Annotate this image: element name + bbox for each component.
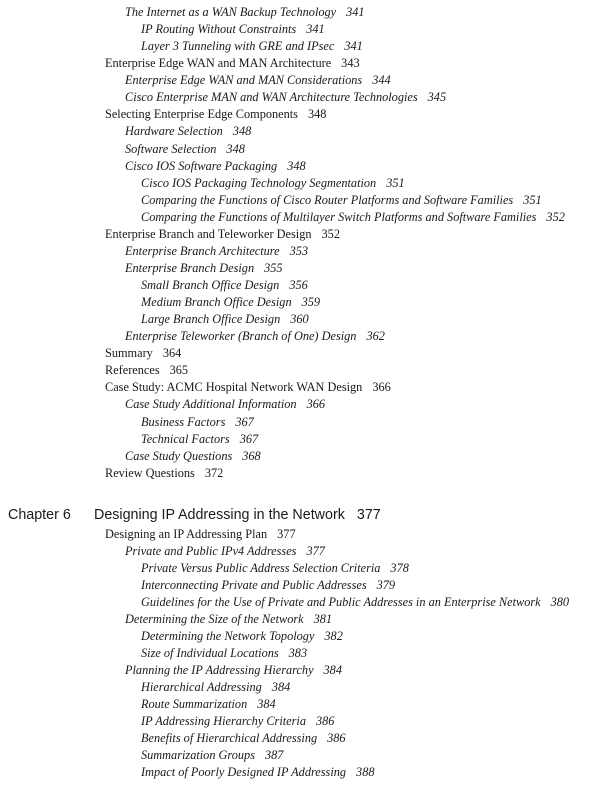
toc-entry-title: Summarization Groups: [141, 748, 255, 763]
toc-entry: [0, 294, 600, 311]
toc-entry-page: 351: [386, 175, 405, 190]
toc-entry: [0, 277, 600, 294]
toc-entry: [0, 106, 600, 123]
toc-entry-page: 386: [327, 731, 346, 746]
toc-entry-page: 351: [523, 192, 542, 207]
toc-entry-title: Review Questions: [105, 465, 195, 480]
toc-entry-title: Impact of Poorly Designed IP Addressing: [141, 765, 347, 780]
toc-entry: [0, 345, 600, 362]
toc-entry-page: 366: [306, 397, 326, 412]
toc-entry-page: 341: [306, 22, 325, 37]
toc-entry-title: Determining the Size of the Network: [125, 611, 304, 626]
toc-entry-title: Case Study Questions: [125, 448, 233, 463]
toc-entry-title: Summary: [105, 346, 153, 361]
toc-entry-page: 343: [341, 56, 360, 71]
toc-entry-title: Route Summarization: [141, 697, 248, 712]
toc-entry-title: Enterprise Edge WAN and MAN Considerations: [125, 73, 363, 88]
chapter-heading: [8, 506, 381, 524]
toc-entry-page: 362: [366, 329, 385, 344]
toc-entry-title: Technical Factors: [141, 431, 230, 446]
toc-entry-page: 360: [290, 312, 309, 327]
chapter-page: 377: [356, 507, 381, 523]
toc-entry-page: 367: [235, 414, 254, 429]
toc-entry-page: 384: [271, 680, 291, 695]
toc-entry: [0, 628, 600, 645]
toc-entry: [0, 38, 600, 55]
toc-entry-page: 345: [427, 90, 447, 105]
toc-entry: [0, 123, 600, 140]
toc-entry-title: Determining the Network Topology: [141, 628, 315, 643]
toc-entry: [0, 696, 600, 713]
toc-entry-page: 352: [546, 209, 565, 224]
toc-entry: [0, 4, 600, 21]
toc-entry: [0, 260, 600, 277]
toc-entry-title: Large Branch Office Design: [141, 312, 281, 327]
toc-entry-page: 367: [239, 431, 259, 446]
toc-entry-title: Enterprise Branch and Teleworker Design: [105, 226, 312, 241]
toc-entry: [0, 89, 600, 106]
chapter-title: Designing IP Addressing in the Network: [94, 507, 345, 523]
toc-entry-title: IP Addressing Hierarchy Criteria: [141, 714, 306, 729]
toc-entry-page: 387: [265, 748, 284, 763]
toc-entry-page: 384: [257, 697, 276, 712]
toc-entry-page: 348: [307, 107, 327, 122]
toc-entry: [0, 55, 600, 72]
toc-entry-title: Benefits of Hierarchical Addressing: [141, 731, 318, 746]
toc-entry: [0, 141, 600, 158]
toc-entry-page: 380: [550, 594, 570, 609]
chapter-label: Chapter 6: [8, 507, 71, 523]
toc-entry-title: Enterprise Edge WAN and MAN Architecture: [105, 56, 332, 71]
toc-entry-page: 384: [323, 663, 342, 677]
toc-entry-page: 377: [306, 543, 325, 558]
toc-entry-title: Comparing the Functions of Multilayer Switch Platforms and Software Families: [141, 209, 537, 224]
toc-entry-page: 341: [344, 39, 363, 54]
toc-entry-page: 353: [289, 243, 309, 258]
toc-entry-title: Planning the IP Addressing Hierarchy: [125, 663, 314, 677]
toc-entry: [0, 747, 600, 764]
toc-entry-title: Guidelines for the Use of Private and Public Addresses in an Enterprise Network: [141, 594, 541, 609]
toc-entry: [0, 611, 600, 628]
toc-entry-page: 359: [301, 295, 321, 310]
toc-entry: [0, 764, 600, 781]
toc-entry-title: Enterprise Teleworker (Branch of One) Design: [125, 329, 357, 344]
toc-entry-title: Medium Branch Office Design: [141, 295, 292, 310]
toc-entry-title: Size of Individual Locations: [141, 645, 279, 660]
toc-entry: [0, 362, 600, 379]
toc-entry-title: Cisco IOS Software Packaging: [125, 158, 278, 173]
toc-entry-page: 352: [321, 226, 340, 241]
toc-entry: [0, 465, 600, 482]
toc-entry: [0, 560, 600, 577]
toc-entry-title: Designing an IP Addressing Plan: [105, 526, 268, 541]
toc-entry-page: 378: [390, 560, 409, 575]
toc-entry-title: Small Branch Office Design: [141, 278, 280, 292]
toc-entry: [0, 662, 600, 679]
toc-entry: [0, 431, 600, 448]
toc-entry-title: Private and Public IPv4 Addresses: [125, 543, 297, 558]
toc-entry-page: 379: [376, 577, 396, 592]
toc-entry: [0, 577, 600, 594]
toc-entry-page: 386: [315, 714, 335, 729]
toc-entry-page: 368: [242, 448, 261, 463]
toc-entry-page: 356: [289, 278, 308, 292]
toc-entry: [0, 379, 600, 396]
toc-entry: [0, 543, 600, 560]
toc-entry-page: 366: [372, 380, 391, 395]
toc-entry: [0, 645, 600, 662]
toc-entry-page: 355: [264, 260, 283, 275]
toc-entry: [0, 175, 600, 192]
toc-entry-title: Enterprise Branch Design: [125, 260, 255, 275]
toc-entry-page: 341: [346, 5, 365, 19]
toc-entry: [0, 594, 600, 611]
toc-section-chapter-5: [0, 4, 600, 482]
toc-entry-title: Hardware Selection: [125, 124, 223, 139]
toc-entry: [0, 526, 600, 543]
toc-entry-title: Selecting Enterprise Edge Components: [105, 107, 298, 122]
toc-entry: [0, 192, 600, 209]
toc-entry: [0, 158, 600, 175]
toc-entry: [0, 414, 600, 431]
toc-entry-page: 383: [288, 645, 308, 660]
toc-entry: [0, 72, 600, 89]
toc-entry: [0, 328, 600, 345]
toc-entry-title: Private Versus Public Address Selection Criteria: [141, 560, 381, 575]
toc-entry-page: 364: [162, 346, 182, 361]
toc-entry: [0, 21, 600, 38]
toc-entry-page: 372: [204, 465, 224, 480]
toc-entry: [0, 209, 600, 226]
toc-entry: [0, 448, 600, 465]
toc-entry-title: The Internet as a WAN Backup Technology: [125, 5, 337, 19]
toc-entry-title: Hierarchical Addressing: [141, 680, 262, 695]
toc-entry-title: Business Factors: [141, 414, 226, 429]
toc-entry-page: 388: [356, 765, 375, 780]
toc-entry: [0, 679, 600, 696]
toc-entry-title: Case Study: ACMC Hospital Network WAN Design: [105, 380, 363, 395]
toc-entry-title: Cisco Enterprise MAN and WAN Architecture Technologies: [125, 90, 418, 105]
toc-entry-page: 365: [169, 363, 189, 378]
toc-entry-title: Comparing the Functions of Cisco Router Platforms and Software Families: [141, 192, 514, 207]
toc-entry-title: Software Selection: [125, 141, 217, 156]
toc-entry-title: References: [105, 363, 160, 378]
toc-entry-page: 348: [287, 158, 306, 173]
toc-entry: [0, 713, 600, 730]
toc-entry-page: 348: [226, 141, 245, 156]
toc-section-chapter-6: [0, 526, 600, 782]
toc-entry-page: 348: [232, 124, 252, 139]
toc-entry: [0, 730, 600, 747]
toc-entry-page: 382: [324, 628, 343, 643]
toc-entry-page: 377: [277, 526, 296, 541]
toc-entry-page: 381: [313, 611, 333, 626]
toc-entry-title: IP Routing Without Constraints: [141, 22, 297, 37]
toc-entry: [0, 311, 600, 328]
toc-entry-title: Interconnecting Private and Public Addresses: [141, 577, 367, 592]
toc-entry-title: Case Study Additional Information: [125, 397, 297, 412]
toc-entry-title: Layer 3 Tunneling with GRE and IPsec: [141, 39, 335, 54]
toc-entry-title: Cisco IOS Packaging Technology Segmentation: [141, 175, 377, 190]
toc-entry-title: Enterprise Branch Architecture: [125, 243, 280, 258]
toc-entry-page: 344: [372, 73, 391, 88]
toc-entry: [0, 396, 600, 413]
toc-entry: [0, 243, 600, 260]
toc-entry: [0, 226, 600, 243]
